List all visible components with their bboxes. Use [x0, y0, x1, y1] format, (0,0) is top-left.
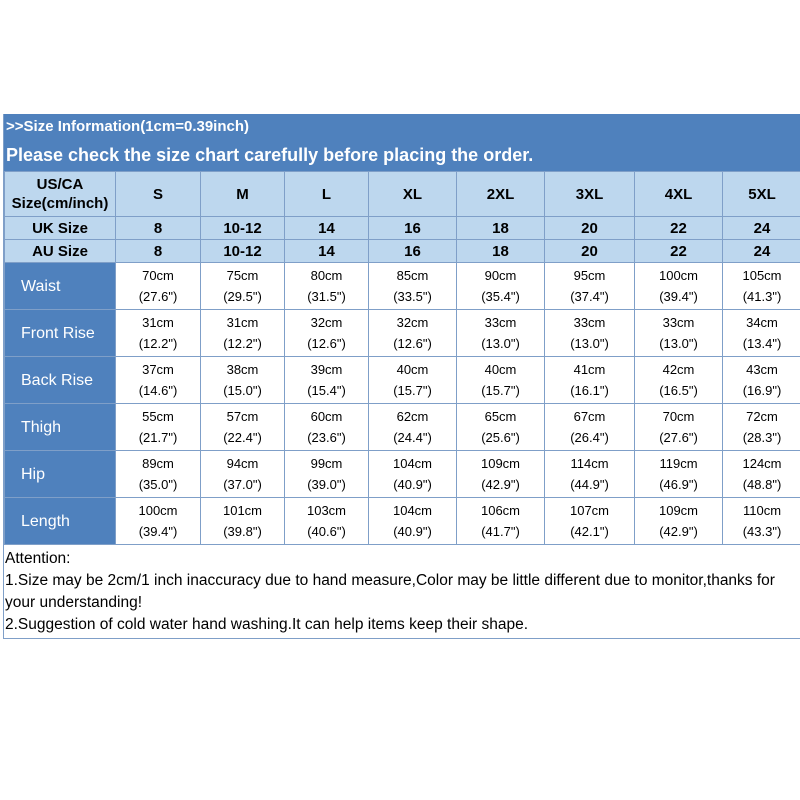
attention-note: 2.Suggestion of cold water hand washing.It can help items keep their shape.: [5, 616, 529, 633]
inch-value: (41.7"): [481, 524, 520, 539]
measurement-cell: [201, 404, 285, 451]
row-header-cell: UK Size: [5, 217, 116, 240]
measurement-cell: [723, 404, 800, 451]
size-header-cell: 8: [116, 240, 201, 263]
attention-note: 1.Size may be 2cm/1 inch inaccuracy due to hand measure,Color may be little different due to monitor,thanks for your understanding!: [5, 572, 775, 611]
measurement-cell: [369, 310, 457, 357]
inch-value: (13.0"): [570, 336, 609, 351]
size-header-cell: L: [285, 172, 369, 217]
header-row: [5, 217, 800, 240]
cm-value: 85cm: [396, 268, 429, 283]
cm-value: 31cm: [142, 315, 174, 330]
inch-value: (26.4"): [570, 430, 609, 445]
cm-value: 95cm: [573, 268, 606, 283]
size-header-cell: M: [201, 172, 285, 217]
inch-value: (42.9"): [481, 477, 520, 492]
size-header-cell: 24: [723, 240, 800, 263]
size-header-cell: 22: [635, 240, 723, 263]
size-header-cell: 8: [116, 217, 201, 240]
size-header-cell: 22: [635, 217, 723, 240]
cm-value: 60cm: [310, 409, 343, 424]
attention-notes: [4, 545, 800, 639]
cm-value: 38cm: [226, 362, 259, 377]
measurement-cell: [369, 357, 457, 404]
measurement-cell: [457, 451, 545, 498]
size-header-cell: 4XL: [635, 172, 723, 217]
inch-value: (24.4"): [393, 430, 432, 445]
size-info-title: >>Size Information(1cm=0.39inch): [6, 118, 249, 135]
table-row: [5, 404, 800, 451]
inch-value: (48.8"): [742, 477, 782, 492]
size-header-cell: XL: [369, 172, 457, 217]
measurement-label: Waist: [5, 263, 116, 310]
cm-value: 100cm: [658, 268, 699, 283]
measurement-cell: [201, 357, 285, 404]
attention-heading: Attention:: [5, 550, 71, 567]
cm-value: 55cm: [142, 409, 174, 424]
size-table-body: [5, 172, 800, 545]
measurement-cell: [116, 498, 201, 545]
cm-value: 32cm: [310, 315, 343, 330]
inch-value: (39.4"): [659, 289, 698, 304]
cm-value: 75cm: [226, 268, 259, 283]
measurement-cell: [201, 310, 285, 357]
size-header-cell: 2XL: [457, 172, 545, 217]
inch-value: (15.4"): [307, 383, 346, 398]
inch-value: (31.5"): [307, 289, 346, 304]
inch-value: (42.1"): [570, 524, 609, 539]
measurement-cell: [545, 263, 635, 310]
inch-value: (13.0"): [481, 336, 520, 351]
cm-value: 34cm: [746, 315, 778, 330]
inch-value: (39.8"): [223, 524, 262, 539]
inch-value: (43.3"): [742, 524, 782, 539]
size-header-cell: 18: [457, 217, 545, 240]
inch-value: (12.6"): [307, 336, 346, 351]
size-header-cell: 20: [545, 240, 635, 263]
row-header-cell: AU Size: [5, 240, 116, 263]
measurement-cell: [723, 263, 800, 310]
cm-value: 94cm: [226, 456, 259, 471]
measurement-cell: [545, 498, 635, 545]
measurement-cell: [116, 451, 201, 498]
cm-value: 99cm: [310, 456, 343, 471]
measurement-cell: [116, 404, 201, 451]
inch-value: (12.2"): [223, 336, 262, 351]
inch-value: (12.6"): [393, 336, 432, 351]
measurement-cell: [285, 498, 369, 545]
measurement-cell: [116, 310, 201, 357]
cm-value: 67cm: [573, 409, 606, 424]
size-header-cell: 20: [545, 217, 635, 240]
cm-value: 109cm: [480, 456, 521, 471]
cm-value: 109cm: [658, 503, 699, 518]
cm-value: 110cm: [742, 503, 782, 518]
size-header-cell: 3XL: [545, 172, 635, 217]
measurement-cell: [285, 404, 369, 451]
cm-value: 107cm: [569, 503, 610, 518]
inch-value: (16.1"): [570, 383, 609, 398]
cm-value: 70cm: [142, 268, 174, 283]
size-header-cell: 24: [723, 217, 800, 240]
inch-value: (40.9"): [393, 477, 432, 492]
inch-value: (13.0"): [659, 336, 698, 351]
size-header-cell: 10-12: [201, 240, 285, 263]
cm-value: 105cm: [742, 268, 782, 283]
cm-value: 114cm: [570, 456, 609, 471]
measurement-cell: [116, 357, 201, 404]
inch-value: (22.4"): [223, 430, 262, 445]
inch-value: (27.6"): [659, 430, 698, 445]
size-header-cell: S: [116, 172, 201, 217]
inch-value: (39.4"): [138, 524, 178, 539]
cm-value: 42cm: [662, 362, 695, 377]
measurement-label: Thigh: [5, 404, 116, 451]
size-header-cell: 10-12: [201, 217, 285, 240]
measurement-cell: [285, 357, 369, 404]
table-row: [5, 263, 800, 310]
cm-value: 72cm: [746, 409, 778, 424]
size-info-banner: [4, 114, 800, 171]
inch-value: (44.9"): [570, 477, 609, 492]
cm-value: 31cm: [226, 315, 259, 330]
cm-value: 57cm: [226, 409, 259, 424]
measurement-cell: [457, 310, 545, 357]
size-header-cell: 18: [457, 240, 545, 263]
measurement-cell: [457, 498, 545, 545]
inch-value: (46.9"): [659, 477, 698, 492]
inch-value: (40.6"): [307, 524, 346, 539]
cm-value: 33cm: [573, 315, 606, 330]
table-row: [5, 498, 800, 545]
inch-value: (41.3"): [742, 289, 782, 304]
cm-value: 90cm: [484, 268, 517, 283]
measurement-cell: [457, 404, 545, 451]
cm-value: 104cm: [392, 456, 433, 471]
measurement-cell: [457, 357, 545, 404]
size-header-cell: 16: [369, 217, 457, 240]
size-header-cell: 14: [285, 217, 369, 240]
measurement-cell: [635, 357, 723, 404]
cm-value: 40cm: [396, 362, 429, 377]
measurement-cell: [723, 310, 800, 357]
inch-value: (13.4"): [742, 336, 782, 351]
measurement-label: Length: [5, 498, 116, 545]
inch-value: (15.7"): [481, 383, 520, 398]
cm-value: 41cm: [573, 362, 606, 377]
cm-value: 39cm: [310, 362, 343, 377]
inch-value: (23.6"): [307, 430, 346, 445]
measurement-cell: [457, 263, 545, 310]
measurement-cell: [116, 263, 201, 310]
inch-value: (33.5"): [393, 289, 432, 304]
measurement-cell: [635, 263, 723, 310]
size-header-cell: 5XL: [723, 172, 800, 217]
cm-value: 40cm: [484, 362, 517, 377]
inch-value: (35.0"): [138, 477, 178, 492]
inch-value: (15.7"): [393, 383, 432, 398]
size-table: [4, 171, 800, 545]
cm-value: 124cm: [742, 456, 782, 471]
measurement-cell: [285, 310, 369, 357]
inch-value: (42.9"): [659, 524, 698, 539]
inch-value: (28.3"): [742, 430, 782, 445]
cm-value: 32cm: [396, 315, 429, 330]
inch-value: (15.0"): [223, 383, 262, 398]
table-row: [5, 357, 800, 404]
header-row: [5, 240, 800, 263]
measurement-cell: [635, 404, 723, 451]
cm-value: 80cm: [310, 268, 343, 283]
inch-value: (25.6"): [481, 430, 520, 445]
row-header-cell: US/CA Size(cm/inch): [5, 172, 116, 217]
cm-value: 100cm: [138, 503, 178, 518]
cm-value: 65cm: [484, 409, 517, 424]
measurement-cell: [369, 498, 457, 545]
size-header-cell: 14: [285, 240, 369, 263]
cm-value: 70cm: [662, 409, 695, 424]
inch-value: (29.5"): [223, 289, 262, 304]
inch-value: (37.4"): [570, 289, 609, 304]
measurement-cell: [723, 357, 800, 404]
cm-value: 89cm: [142, 456, 174, 471]
measurement-cell: [635, 310, 723, 357]
inch-value: (40.9"): [393, 524, 432, 539]
inch-value: (16.5"): [659, 383, 698, 398]
inch-value: (12.2"): [138, 336, 178, 351]
measurement-cell: [201, 263, 285, 310]
inch-value: (39.0"): [307, 477, 346, 492]
measurement-cell: [545, 451, 635, 498]
inch-value: (16.9"): [742, 383, 782, 398]
measurement-cell: [201, 498, 285, 545]
measurement-cell: [285, 451, 369, 498]
measurement-cell: [723, 498, 800, 545]
size-header-cell: 16: [369, 240, 457, 263]
cm-value: 62cm: [396, 409, 429, 424]
cm-value: 103cm: [306, 503, 347, 518]
inch-value: (27.6"): [138, 289, 178, 304]
measurement-label: Front Rise: [5, 310, 116, 357]
inch-value: (14.6"): [138, 383, 178, 398]
measurement-cell: [285, 263, 369, 310]
inch-value: (35.4"): [481, 289, 520, 304]
measurement-label: Back Rise: [5, 357, 116, 404]
measurement-cell: [545, 404, 635, 451]
header-row: [5, 172, 800, 217]
table-row: [5, 310, 800, 357]
size-chart: [3, 114, 800, 639]
measurement-cell: [723, 451, 800, 498]
cm-value: 106cm: [480, 503, 521, 518]
cm-value: 37cm: [142, 362, 174, 377]
measurement-cell: [545, 310, 635, 357]
size-info-warning: Please check the size chart carefully before placing the order.: [6, 145, 534, 165]
measurement-label: Hip: [5, 451, 116, 498]
cm-value: 43cm: [746, 362, 778, 377]
measurement-cell: [369, 263, 457, 310]
cm-value: 104cm: [392, 503, 433, 518]
cm-value: 101cm: [222, 503, 263, 518]
measurement-cell: [635, 451, 723, 498]
inch-value: (21.7"): [138, 430, 178, 445]
cm-value: 33cm: [484, 315, 517, 330]
measurement-cell: [369, 451, 457, 498]
table-row: [5, 451, 800, 498]
cm-value: 119cm: [659, 456, 698, 471]
measurement-cell: [369, 404, 457, 451]
measurement-cell: [545, 357, 635, 404]
cm-value: 33cm: [662, 315, 695, 330]
measurement-cell: [201, 451, 285, 498]
inch-value: (37.0"): [223, 477, 262, 492]
measurement-cell: [635, 498, 723, 545]
